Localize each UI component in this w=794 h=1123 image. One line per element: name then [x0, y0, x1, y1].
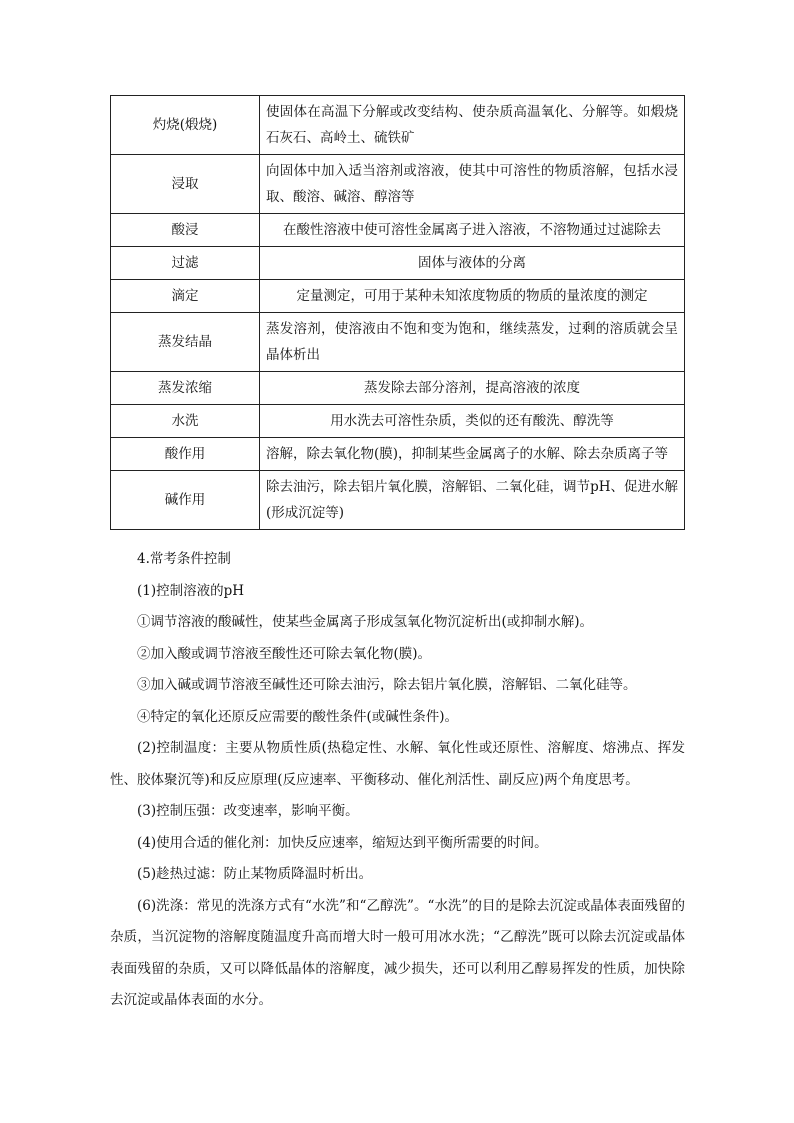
term-cell: 蒸发结晶: [111, 313, 260, 372]
table-row: [111, 214, 685, 247]
term-cell: 过滤: [111, 247, 260, 280]
list-item: ④特定的氧化还原反应需要的酸性条件(或碱性条件)。: [137, 708, 459, 725]
table-row: [111, 471, 685, 530]
term-cell: 碱作用: [111, 471, 260, 530]
list-item: ③加入碱或调节溶液至碱性还可除去油污，除去铝片氧化膜，溶解铝、二氧化硅等。: [137, 677, 637, 693]
paragraph-washing: (6)洗涤：常见的洗涤方式有“水洗”和“乙醇洗”。“水洗”的目的是除去沉淀或晶体表面残留的杂质，当沉淀物的溶解度随温度升高而增大时一般可用冰水洗；“乙醇洗”既可以除去沉淀或晶体表面残留的杂质，又可以降低晶体的溶解度，减少损失，还可以利用乙醇易挥发的性质，加快除去沉淀或晶体表面的水分。: [110, 897, 685, 1008]
paragraph-temperature: (2)控制温度：主要从物质性质(热稳定性、水解、氧化性或还原性、溶解度、熔沸点、挥发性、胶体聚沉等)和反应原理(反应速率、平衡移动、催化剂活性、副反应)两个角度思考。: [110, 740, 685, 788]
description-cell: 使固体在高温下分解或改变结构、使杂质高温氧化、分解等。如煅烧石灰石、高岭土、硫铁矿: [260, 96, 685, 155]
term-cell: 酸浸: [111, 214, 260, 247]
description-cell: 蒸发除去部分溶剂，提高溶液的浓度: [260, 372, 685, 405]
table-row: [111, 96, 685, 155]
subheading-ph: (1)控制溶液的pH: [137, 582, 245, 599]
description-cell: 定量测定，可用于某种未知浓度物质的物质的量浓度的测定: [260, 280, 685, 313]
table-row: [111, 313, 685, 372]
paragraph-catalyst: (4)使用合适的催化剂：加快反应速率，缩短达到平衡所需要的时间。: [137, 834, 548, 851]
table-row: [111, 405, 685, 438]
term-cell: 浸取: [111, 155, 260, 214]
description-cell: 固体与液体的分离: [260, 247, 685, 280]
term-cell: 蒸发浓缩: [111, 372, 260, 405]
table-row: [111, 438, 685, 471]
description-cell: 溶解，除去氧化物(膜)，抑制某些金属离子的水解、除去杂质离子等: [260, 438, 685, 471]
paragraph-pressure: (3)控制压强：改变速率，影响平衡。: [137, 803, 359, 819]
paragraph-hot-filtration: (5)趁热过滤：防止某物质降温时析出。: [137, 866, 373, 882]
term-cell: 水洗: [111, 405, 260, 438]
table-row: [111, 280, 685, 313]
description-cell: 向固体中加入适当溶剂或溶液，使其中可溶性的物质溶解，包括水浸取、酸溶、碱溶、醇溶等: [260, 155, 685, 214]
description-cell: 除去油污，除去铝片氧化膜，溶解铝、二氧化硅，调节pH、促进水解(形成沉淀等): [260, 471, 685, 530]
term-cell: 酸作用: [111, 438, 260, 471]
term-cell: 滴定: [111, 280, 260, 313]
term-cell: 灼烧(煅烧): [111, 96, 260, 155]
description-cell: 在酸性溶液中使可溶性金属离子进入溶液，不溶物通过过滤除去: [260, 214, 685, 247]
table-row: [111, 155, 685, 214]
list-item: ①调节溶液的酸碱性，使某些金属离子形成氢氧化物沉淀析出(或抑制水解)。: [137, 614, 594, 630]
description-cell: 用水洗去可溶性杂质，类似的还有酸洗、醇洗等: [260, 405, 685, 438]
table-row: [111, 247, 685, 280]
operations-table: [110, 95, 685, 530]
section-heading: 4.常考条件控制: [137, 551, 231, 567]
conditions-section: [110, 544, 685, 1017]
description-cell: 蒸发溶剂，使溶液由不饱和变为饱和，继续蒸发，过剩的溶质就会呈晶体析出: [260, 313, 685, 372]
list-item: ②加入酸或调节溶液至酸性还可除去氧化物(膜)。: [137, 645, 432, 662]
table-row: [111, 372, 685, 405]
